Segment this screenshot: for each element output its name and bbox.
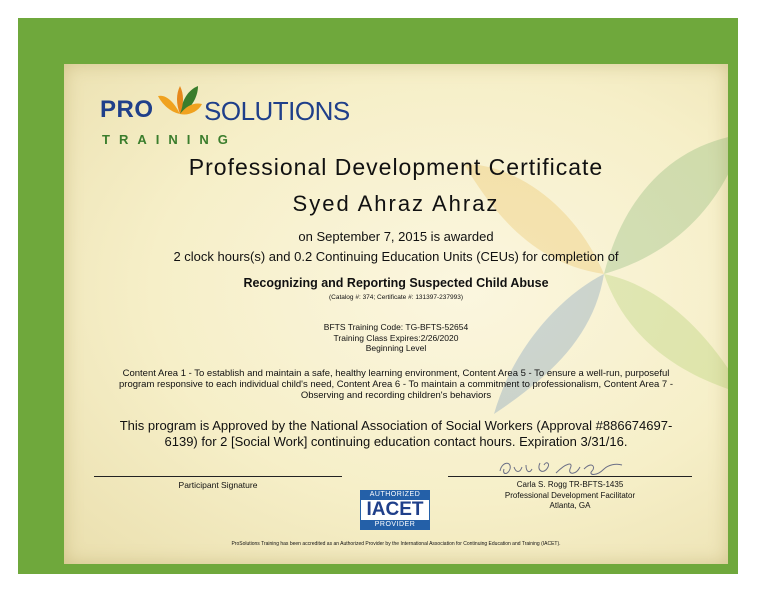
training-code: BFTS Training Code: TG-BFTS-52654	[323, 322, 469, 332]
content-areas: Content Area 1 - To establish and maintain a safe, healthy learning environment, Content Area 5 - To ensure a well-run, purposeful program responsive to each individual child's need, Content Area 6 - To maintain a commitment to professionalism, Content Area 7 - Observing and recording children's behaviors	[119, 368, 673, 401]
hours-line: 2 clock hours(s) and 0.2 Continuing Education Units (CEUs) for completion of	[173, 249, 619, 264]
logo-leaf-icon	[156, 84, 204, 120]
facilitator-signature-line	[448, 476, 692, 477]
logo-solutions-text: SOLUTIONS	[204, 96, 350, 126]
prosolutions-logo	[100, 84, 360, 154]
iacet-logo-text: IACET	[360, 500, 430, 520]
participant-signature-line	[94, 476, 342, 477]
facilitator-name: Carla S. Rogg TR-BFTS-1435	[516, 480, 624, 489]
approval-statement: This program is Approved by the National Association of Social Workers (Approval #886674697-6139) for 2 [Social Work] continuing education contact hours. Expiration 3/31/16.	[119, 418, 673, 449]
class-expires: Training Class Expires:2/26/2020	[333, 332, 459, 343]
participant-signature-label: Participant Signature	[178, 480, 258, 490]
iacet-provider: PROVIDER	[360, 520, 430, 530]
certificate-border	[18, 18, 738, 574]
logo-pro-text: PRO	[100, 96, 154, 123]
iacet-badge	[360, 490, 430, 530]
course-title: Recognizing and Reporting Suspected Child Abuse	[243, 276, 549, 290]
facilitator-title: Professional Development Facilitator	[504, 490, 636, 500]
certificate-title: Professional Development Certificate	[188, 154, 604, 180]
recipient-name: Syed Ahraz Ahraz	[292, 191, 500, 216]
training-code-block	[64, 322, 728, 354]
accreditation-footer: ProSolutions Training has been accredited as an Authorized Provider by the International Association for Continuing Education and Training (IACET).	[231, 541, 561, 547]
awarded-line: on September 7, 2015 is awarded	[298, 229, 494, 244]
facilitator-location: Atlanta, GA	[549, 501, 591, 510]
facilitator-block	[448, 480, 692, 512]
iacet-authorized: AUTHORIZED	[360, 490, 430, 500]
catalog-line: (Catalog #: 374; Certificate #: 131397-237993)	[328, 294, 464, 301]
level: Beginning Level	[365, 343, 427, 353]
logo-training-text: TRAINING	[102, 132, 237, 147]
certificate-paper	[64, 64, 728, 564]
